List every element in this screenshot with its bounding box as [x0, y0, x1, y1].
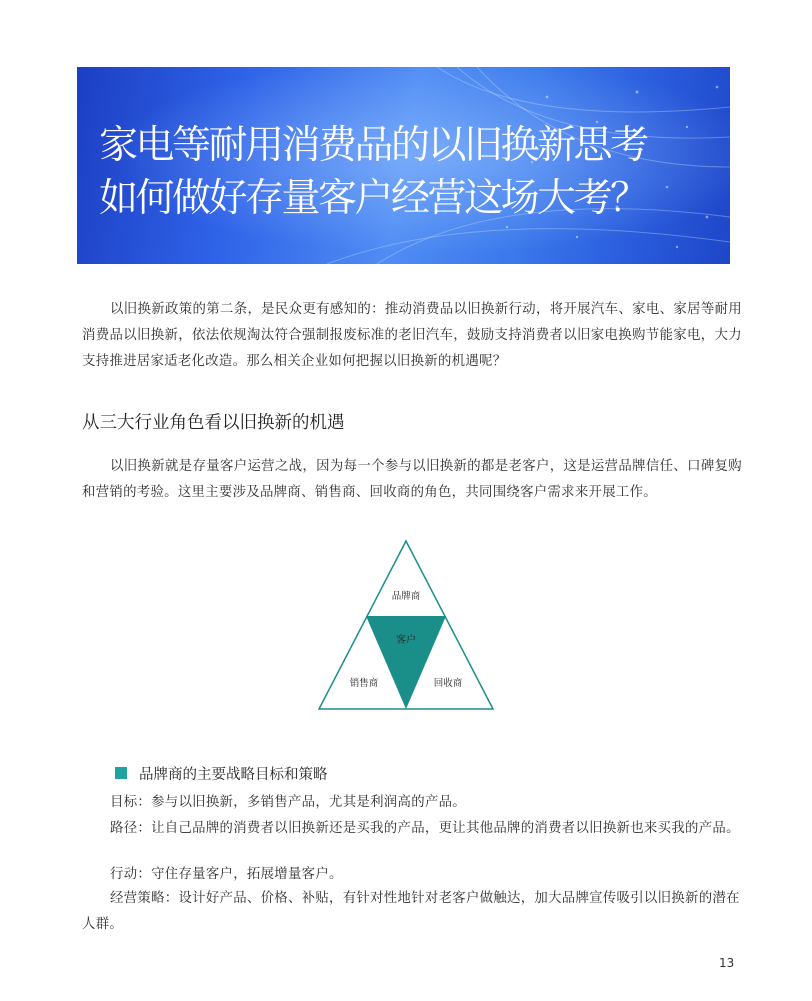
section-paragraph — [82, 454, 742, 506]
brand-label: 品牌商 — [391, 591, 421, 602]
action-line — [82, 862, 742, 888]
strategy-line — [82, 886, 742, 938]
section-text: 以旧换新就是存量客户运营之战，因为每一个参与以旧换新的都是老客户，这是运营品牌信任、口碑复购和营销的考验。这里主要涉及品牌商、销售商、回收商的角色，共同围绕客户需求来开展工作。 — [82, 459, 742, 500]
subsection-title: 品牌商的主要战略目标和策略 — [139, 766, 328, 783]
path-line — [82, 816, 742, 842]
customer-label: 客户 — [396, 635, 416, 646]
title-line-1: 家电等耐用消费品的以旧换新思考 — [99, 123, 647, 168]
goal-line — [82, 790, 742, 816]
title-banner — [77, 67, 730, 264]
intro-text: 以旧换新政策的第二条，是民众更有感知的：推动消费品以旧换新行动，将开展汽车、家电、家居等耐用消费品以旧换新，依法依规淘汰符合强制报废标准的老旧汽车，鼓励支持消费者以旧家电换购节能家电，大力支持推进居家适老化改造。那么相关企业如何把握以旧换新的机遇呢？ — [82, 302, 742, 369]
square-bullet-icon — [115, 767, 127, 779]
title-line-2: 如何做好存量客户经营这场大考？ — [99, 176, 647, 221]
page-title — [99, 119, 647, 225]
seller-label: 销售商 — [349, 678, 379, 689]
subsection-header — [115, 763, 328, 783]
goal-text: 目标：参与以旧换新，多销售产品，尤其是利润高的产品。 — [110, 795, 466, 810]
intro-paragraph — [82, 297, 742, 375]
role-triangle-diagram — [315, 537, 497, 719]
action-text: 行动：守住存量客户，拓展增量客户。 — [110, 867, 343, 882]
page-number: 13 — [719, 956, 735, 970]
strategy-text: 经营策略：设计好产品、价格、补贴，有针对性地针对老客户做触达，加大品牌宣传吸引以旧换新的潜在人群。 — [82, 891, 740, 932]
path-text: 路径：让自己品牌的消费者以旧换新还是买我的产品，更让其他品牌的消费者以旧换新也来买我的产品。 — [110, 821, 740, 836]
section-heading: 从三大行业角色看以旧换新的机遇 — [82, 413, 345, 433]
recycler-label: 回收商 — [433, 678, 463, 689]
